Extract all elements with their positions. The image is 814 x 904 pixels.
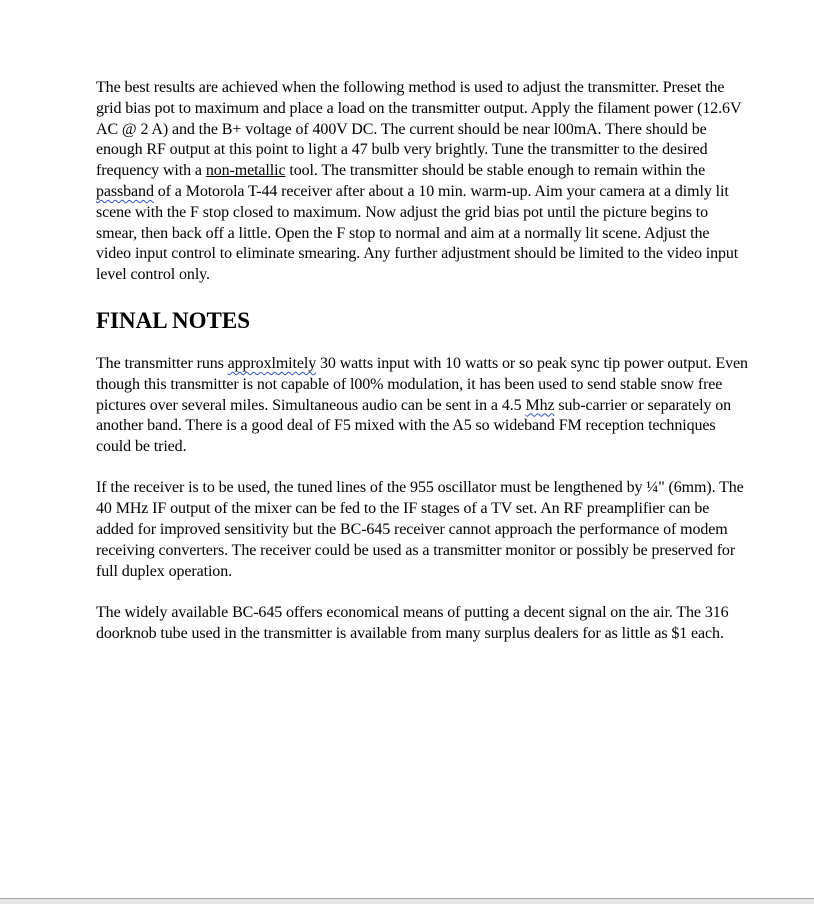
spellcheck-word-mhz[interactable]: Mhz xyxy=(525,396,555,414)
page-gap-strip xyxy=(0,899,814,904)
section-heading-final-notes: FINAL NOTES xyxy=(96,307,251,333)
paragraph-2-text-b: 30 watts input with 10 watts or so peak sync tip power output. Even though this transmitter is not capable of l00% modulation, it has been used to send stable snow free pictures over several miles. Simultaneous audio can be sent in a 4.5 xyxy=(96,354,748,414)
paragraph-conclusion: The widely available BC-645 offers economical means of putting a decent signal on the air. The 316 doorknob tube used in the transmitter is available from many surplus dealers for as little as $1 each. xyxy=(96,603,729,642)
paragraph-adjustment-method xyxy=(96,78,748,286)
paragraph-1-text-a: The best results are achieved when the following method is used to adjust the transmitter. Preset the grid bias pot to maximum and place a load on the transmitter output. Apply the filament power (12.6V AC @ 2 A) and the B+ voltage of 400V DC. The current should be near l00mA. There should be enough RF output at this point to light a 47 bulb very brightly. Tune the transmitter to the desired frequency with a xyxy=(96,79,742,180)
underlined-term-non-metallic: non-metallic xyxy=(205,162,286,180)
paragraph-transmitter-output xyxy=(96,354,748,458)
spellcheck-word-passband[interactable]: passband xyxy=(96,182,154,200)
document-body xyxy=(96,78,748,645)
paragraph-2-text-c: sub-carrier or separately on another band. There is a good deal of F5 mixed with the A5 so wideband FM reception techniques could be tried. xyxy=(96,396,732,456)
paragraph-1-text-b: tool. The transmitter should be stable enough to remain within the xyxy=(285,162,706,180)
paragraph-receiver-usage: If the receiver is to be used, the tuned lines of the 955 oscillator must be lengthened by ¼" (6mm). The 40 MHz IF output of the mixer can be fed to the IF stages of a TV set. An RF preamplifier can be added for improved sensitivity but the BC-645 receiver cannot approach the performance of modem receiving converters. The receiver could be used as a transmitter monitor or possibly be preserved for full duplex operation. xyxy=(96,479,744,580)
spellcheck-word-approxlmitely[interactable]: approxlmitely xyxy=(227,354,317,372)
paragraph-1-text-c: of a Motorola T-44 receiver after about a 10 min. warm-up. Aim your camera at a dimly lit scene with the F stop closed to maximum. Now adjust the grid bias pot until the picture begins to smear, then back off a little. Open the F stop to normal and aim at a normally lit scene. Adjust the video input control to eliminate smearing. Any further adjustment should be limited to the video input level control only. xyxy=(96,182,739,284)
paragraph-2-text-a: The transmitter runs xyxy=(96,354,228,372)
